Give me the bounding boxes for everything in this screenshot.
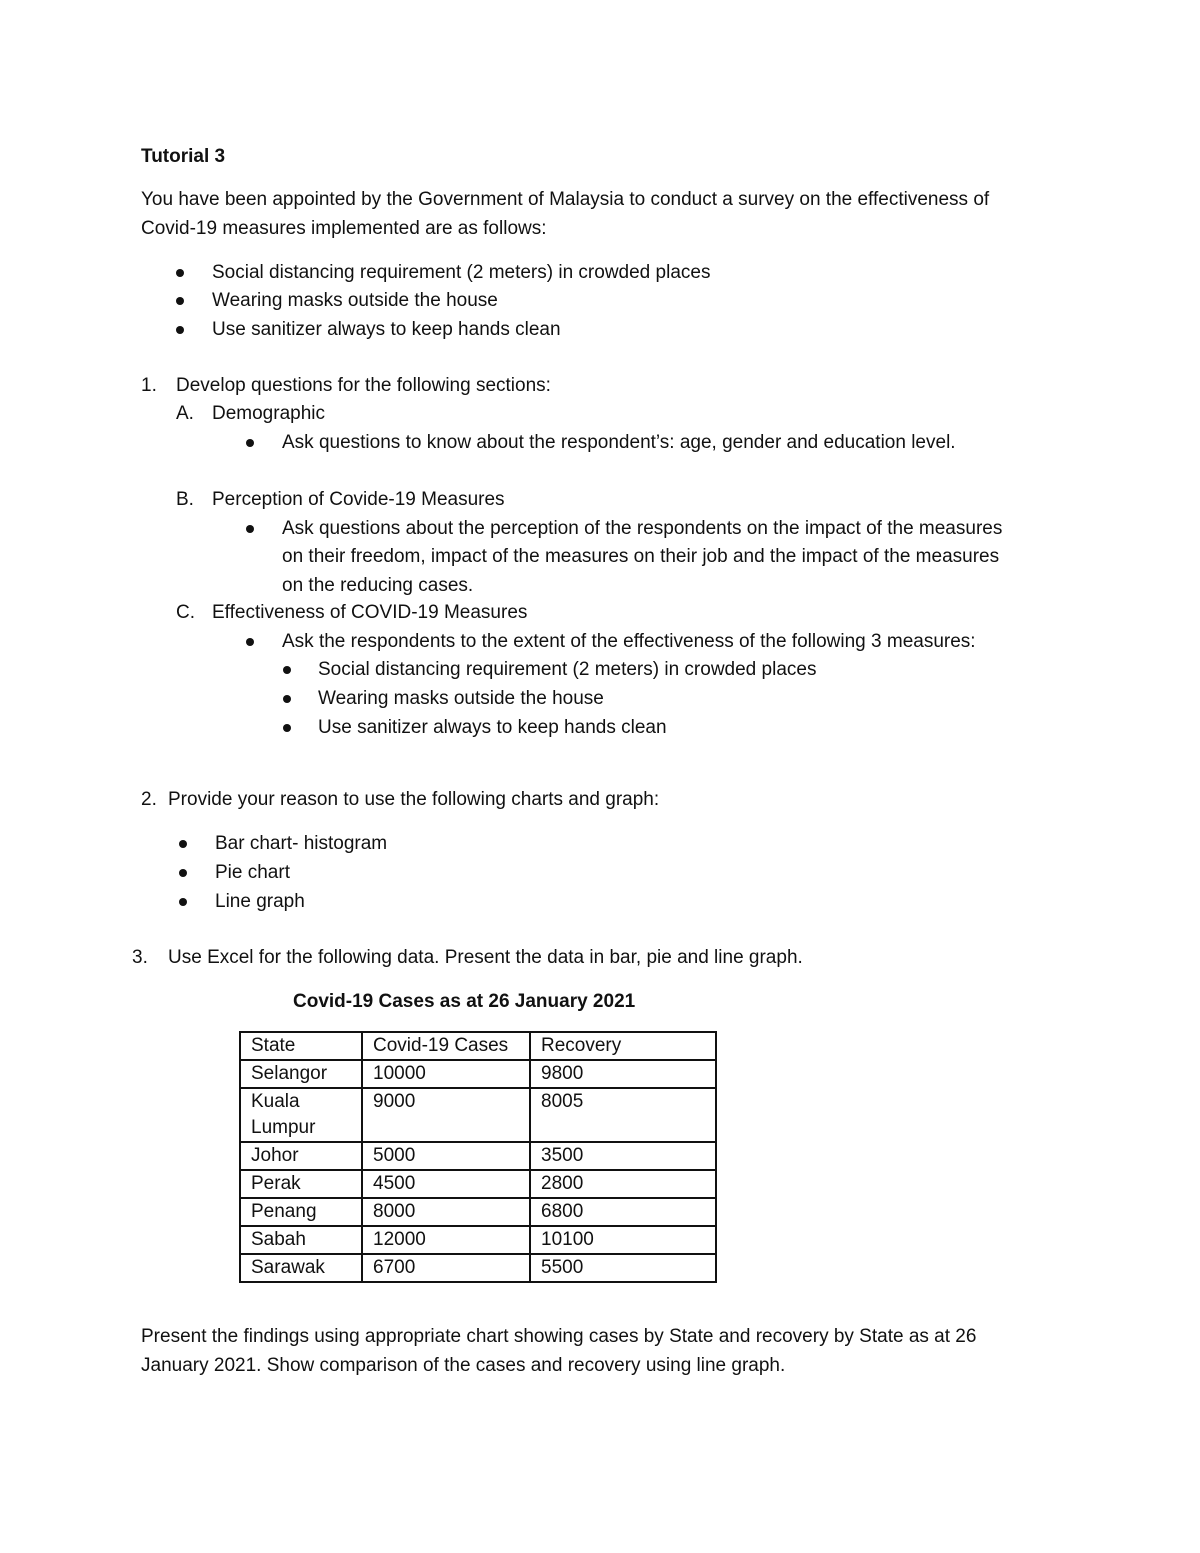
cell-state-line-2: Lumpur [251, 1117, 316, 1138]
q2-item-3: Line graph [215, 891, 305, 912]
bullet-icon [283, 724, 291, 732]
bullet-icon [283, 666, 291, 674]
bullet-icon [246, 439, 254, 447]
closing-line-2: January 2021. Show comparison of the cases and recovery using line graph. [141, 1355, 786, 1376]
cell-recovery: 3500 [530, 1142, 716, 1170]
cell-recovery: 2800 [530, 1170, 716, 1198]
cell-recovery: 10100 [530, 1226, 716, 1254]
table-row [240, 1060, 716, 1088]
cell-cases: 5000 [362, 1142, 530, 1170]
cases-table [239, 1031, 717, 1283]
cell-cases: 8000 [362, 1198, 530, 1226]
cell-state-line-1: Kuala [251, 1091, 300, 1112]
header-cases: Covid-19 Cases [362, 1032, 530, 1060]
q2-item-1: Bar chart- histogram [215, 833, 388, 854]
q1-a-title: Demographic [212, 403, 325, 424]
table-row [240, 1142, 716, 1170]
q2-text: Provide your reason to use the following charts and graph: [168, 789, 660, 810]
cell-state: Selangor [240, 1060, 362, 1088]
bullet-icon [283, 695, 291, 703]
cell-cases: 10000 [362, 1060, 530, 1088]
closing-line-1: Present the findings using appropriate chart showing cases by State and recovery by State as at 26 [141, 1326, 977, 1347]
q1-number: 1. [141, 375, 157, 396]
table-row [240, 1170, 716, 1198]
cell-cases: 9000 [362, 1088, 530, 1142]
header-recovery: Recovery [530, 1032, 716, 1060]
cell-cases: 12000 [362, 1226, 530, 1254]
cell-recovery: 5500 [530, 1254, 716, 1282]
cell-state: Johor [240, 1142, 362, 1170]
q1-b-bullet-line-3: on the reducing cases. [282, 575, 474, 596]
table-row [240, 1254, 716, 1282]
cell-cases: 4500 [362, 1170, 530, 1198]
q1-c-bullet: Ask the respondents to the extent of the effectiveness of the following 3 measures: [282, 631, 976, 652]
bullet-icon [176, 269, 184, 277]
table-caption: Covid-19 Cases as at 26 January 2021 [293, 991, 636, 1012]
bullet-icon [179, 869, 187, 877]
q1-b-title: Perception of Covide-19 Measures [212, 489, 505, 510]
table-row [240, 1088, 716, 1142]
q1-b-letter: B. [176, 489, 194, 510]
q1-c-sub-item-3: Use sanitizer always to keep hands clean [318, 717, 667, 738]
q1-a-bullet: Ask questions to know about the respondent’s: age, gender and education level. [282, 432, 956, 453]
measure-item-2: Wearing masks outside the house [212, 290, 498, 311]
cell-recovery: 6800 [530, 1198, 716, 1226]
measure-item-3: Use sanitizer always to keep hands clean [212, 319, 561, 340]
bullet-icon [179, 840, 187, 848]
bullet-icon [176, 297, 184, 305]
cell-state: Perak [240, 1170, 362, 1198]
cell-cases: 6700 [362, 1254, 530, 1282]
q1-c-title: Effectiveness of COVID-19 Measures [212, 602, 528, 623]
q1-text: Develop questions for the following sections: [176, 375, 551, 396]
intro-line-2: Covid-19 measures implemented are as follows: [141, 218, 547, 239]
q1-c-sub-item-2: Wearing masks outside the house [318, 688, 604, 709]
q1-c-sub-item-1: Social distancing requirement (2 meters) in crowded places [318, 659, 817, 680]
header-state: State [240, 1032, 362, 1060]
q3-text: Use Excel for the following data. Present the data in bar, pie and line graph. [168, 947, 803, 968]
cell-recovery: 9800 [530, 1060, 716, 1088]
cell-state: Sabah [240, 1226, 362, 1254]
table-row [240, 1198, 716, 1226]
cell-state: Sarawak [240, 1254, 362, 1282]
q3-number: 3. [132, 947, 148, 968]
bullet-icon [246, 525, 254, 533]
q2-item-2: Pie chart [215, 862, 290, 883]
q1-a-letter: A. [176, 403, 194, 424]
page-title: Tutorial 3 [141, 146, 226, 167]
cell-recovery: 8005 [530, 1088, 716, 1142]
q1-b-bullet-line-2: on their freedom, impact of the measures on their job and the impact of the measures [282, 546, 1000, 567]
table-row [240, 1226, 716, 1254]
bullet-icon [179, 898, 187, 906]
bullet-icon [176, 326, 184, 334]
intro-line-1: You have been appointed by the Government of Malaysia to conduct a survey on the effectiveness of [141, 189, 990, 210]
cell-state: Penang [240, 1198, 362, 1226]
bullet-icon [246, 638, 254, 646]
q1-b-bullet-line-1: Ask questions about the perception of the respondents on the impact of the measures [282, 518, 1003, 539]
cell-state [240, 1088, 362, 1142]
measure-item-1: Social distancing requirement (2 meters) in crowded places [212, 262, 711, 283]
q2-number: 2. [141, 789, 157, 810]
q1-c-letter: C. [176, 602, 195, 623]
table-header-row [240, 1032, 716, 1060]
